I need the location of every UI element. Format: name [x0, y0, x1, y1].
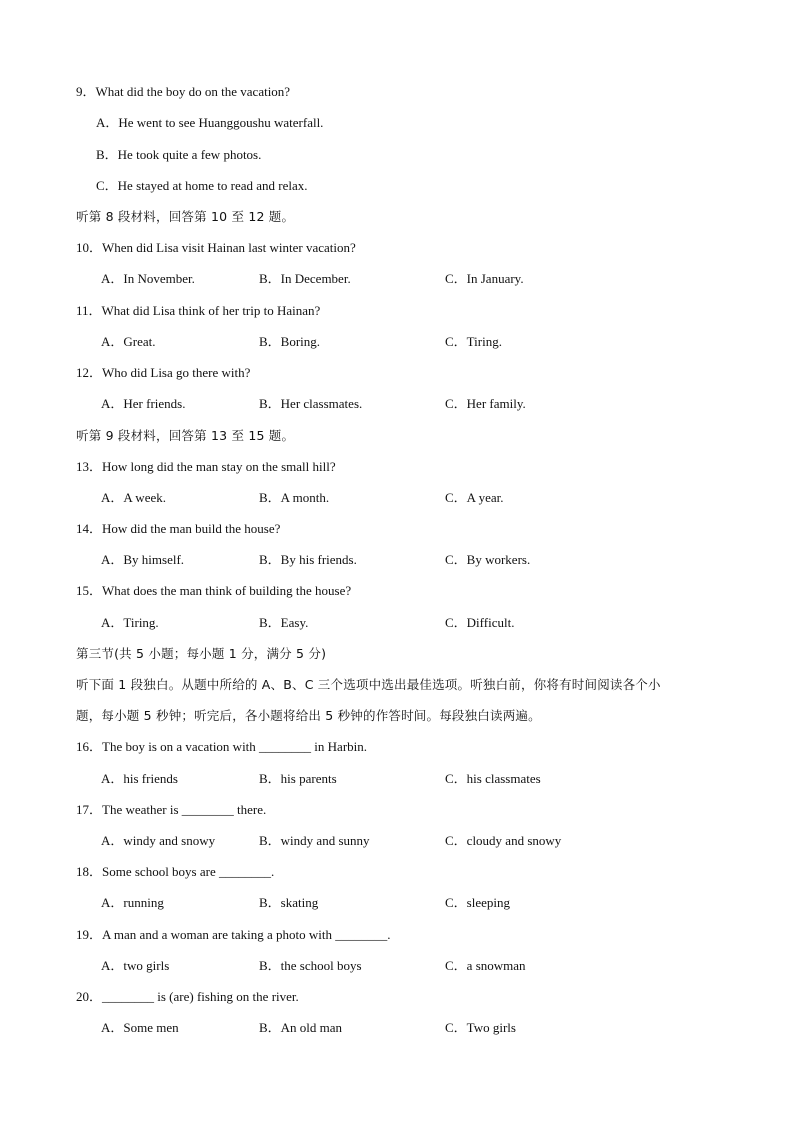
q10-option-a: A．In November.: [101, 271, 195, 286]
q20-option-b: B．An old man: [259, 1020, 343, 1035]
q11-option-a: A．Great.: [101, 334, 156, 349]
question-19: 19．A man and a woman are taking a photo with ________.: [76, 927, 391, 942]
q14-option-a: A．By himself.: [101, 552, 185, 567]
q15-option-b: B．Easy.: [259, 615, 309, 630]
q19-option-a: A．two girls: [101, 958, 170, 973]
question-15: 15．What does the man think of building the house?: [76, 583, 352, 598]
question-18: 18．Some school boys are ________.: [76, 864, 275, 879]
q9-option-a: A．He went to see Huanggoushu waterfall.: [96, 115, 324, 130]
section-8-heading: 听第 8 段材料，回答第 10 至 12 题。: [76, 209, 295, 224]
question-9: 9．What did the boy do on the vacation?: [76, 84, 291, 99]
q17-option-a: A．windy and snowy: [101, 833, 216, 848]
q17-option-c: C．cloudy and snowy: [445, 833, 562, 848]
q15-option-a: A．Tiring.: [101, 615, 159, 630]
part-3-instructions-line-2: 题，每小题 5 秒钟；听完后，各小题将给出 5 秒钟的作答时间。每段独白读两遍。: [76, 708, 541, 723]
q20-option-c: C．Two girls: [445, 1020, 516, 1035]
q16-option-a: A．his friends: [101, 771, 178, 786]
q10-option-b: B．In December.: [259, 271, 351, 286]
q14-option-c: C．By workers.: [445, 552, 531, 567]
q13-option-a: A．A week.: [101, 490, 166, 505]
q16-option-b: B．his parents: [259, 771, 337, 786]
question-16: 16．The boy is on a vacation with ________ in Harbin.: [76, 739, 368, 754]
part-3-instructions-line-1: 听下面 1 段独白。从题中所给的 A、B、C 三个选项中选出最佳选项。听独白前，你将有时间阅读各个小: [76, 677, 661, 692]
q15-option-c: C．Difficult.: [445, 615, 515, 630]
q13-option-c: C．A year.: [445, 490, 504, 505]
question-14: 14．How did the man build the house?: [76, 521, 281, 536]
question-13: 13．How long did the man stay on the small hill?: [76, 459, 336, 474]
question-10: 10．When did Lisa visit Hainan last winter vacation?: [76, 240, 356, 255]
q12-option-b: B．Her classmates.: [259, 396, 363, 411]
q9-option-c: C．He stayed at home to read and relax.: [96, 178, 308, 193]
q12-option-c: C．Her family.: [445, 396, 526, 411]
q19-option-c: C．a snowman: [445, 958, 526, 973]
q13-option-b: B．A month.: [259, 490, 330, 505]
q20-option-a: A．Some men: [101, 1020, 179, 1035]
question-20: 20．________ is (are) fishing on the river.: [76, 989, 299, 1004]
q11-option-c: C．Tiring.: [445, 334, 502, 349]
question-12: 12．Who did Lisa go there with?: [76, 365, 251, 380]
q14-option-b: B．By his friends.: [259, 552, 357, 567]
q9-option-b: B．He took quite a few photos.: [96, 147, 262, 162]
q10-option-c: C．In January.: [445, 271, 524, 286]
q19-option-b: B．the school boys: [259, 958, 362, 973]
question-17: 17．The weather is ________ there.: [76, 802, 267, 817]
q12-option-a: A．Her friends.: [101, 396, 186, 411]
q17-option-b: B．windy and sunny: [259, 833, 370, 848]
q18-option-c: C．sleeping: [445, 895, 510, 910]
part-3-title: 第三节(共 5 小题；每小题 1 分，满分 5 分): [76, 646, 327, 661]
question-11: 11．What did Lisa think of her trip to Hainan?: [76, 303, 321, 318]
q11-option-b: B．Boring.: [259, 334, 321, 349]
q18-option-a: A．running: [101, 895, 164, 910]
q18-option-b: B．skating: [259, 895, 319, 910]
section-9-heading: 听第 9 段材料，回答第 13 至 15 题。: [76, 428, 295, 443]
q16-option-c: C．his classmates: [445, 771, 541, 786]
